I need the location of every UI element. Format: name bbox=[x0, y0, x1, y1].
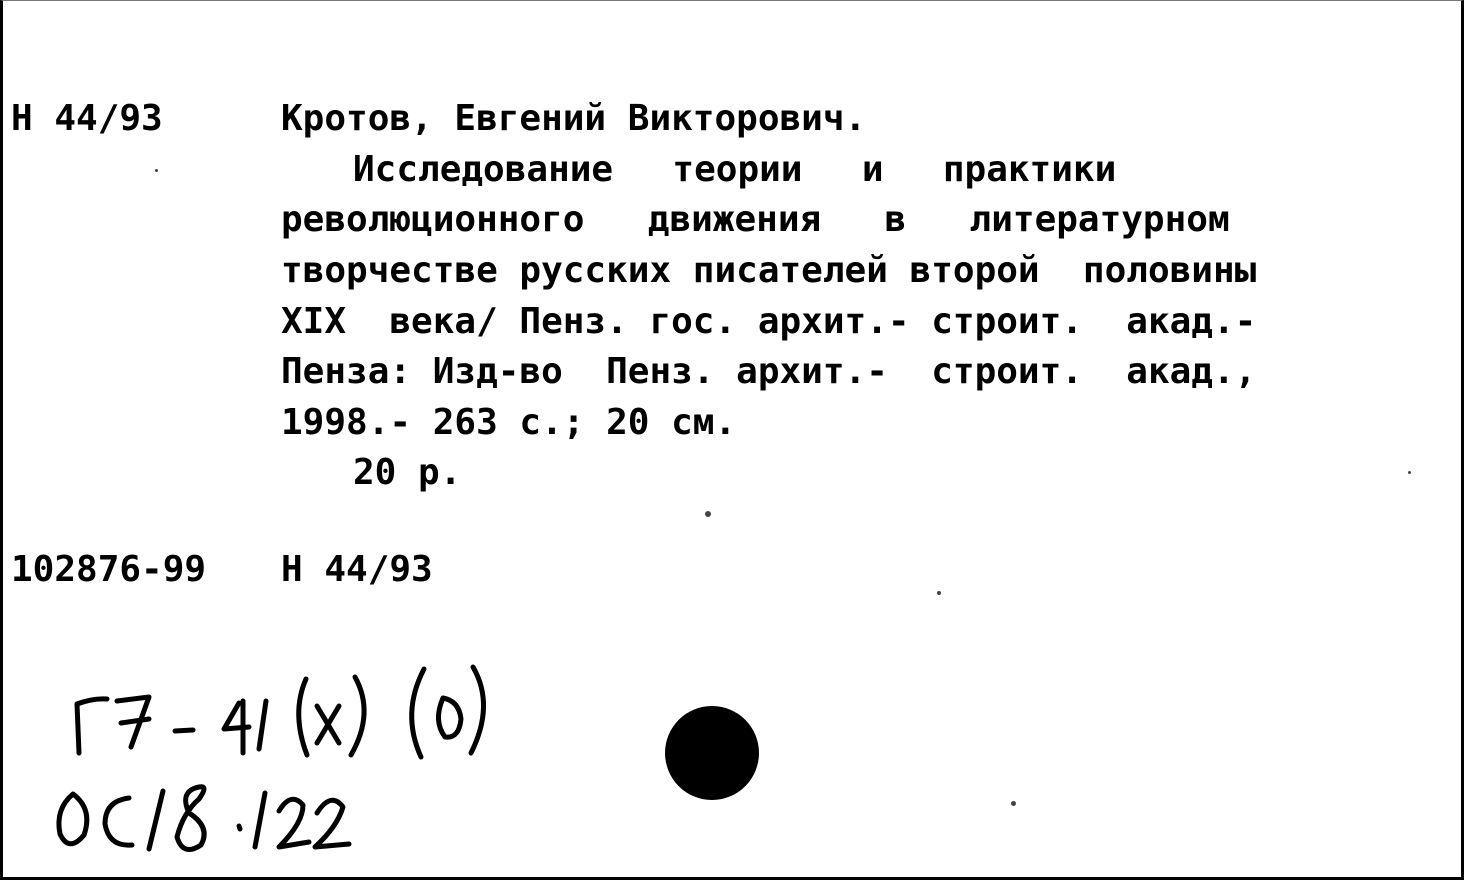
title-line: Исследование теории и практики bbox=[353, 149, 1117, 190]
title-line: революционного движения в литературном bbox=[281, 199, 1230, 240]
ink-speck bbox=[705, 511, 711, 517]
price: 20 р. bbox=[353, 452, 462, 493]
shelfmark-repeat: Н 44/93 bbox=[281, 549, 433, 590]
ink-speck bbox=[1011, 801, 1016, 806]
title-line: творчестве русских писателей второй половины bbox=[281, 250, 1257, 291]
ink-speck bbox=[937, 591, 941, 595]
title-line: Пенза: Изд-во Пенз. архит.- строит. акад., bbox=[281, 351, 1257, 392]
author-heading: Кротов, Евгений Викторович. bbox=[281, 98, 867, 139]
accession-number: 102876-99 bbox=[11, 549, 207, 590]
title-line: 1998.- 263 с.; 20 см. bbox=[281, 402, 737, 443]
shelfmark: Н 44/93 bbox=[11, 98, 163, 139]
ink-speck bbox=[1408, 471, 1411, 474]
ink-speck bbox=[155, 169, 158, 172]
ink-dot bbox=[665, 706, 759, 800]
title-line: XIX века/ Пенз. гос. архит.- строит. акад.- bbox=[281, 301, 1257, 342]
